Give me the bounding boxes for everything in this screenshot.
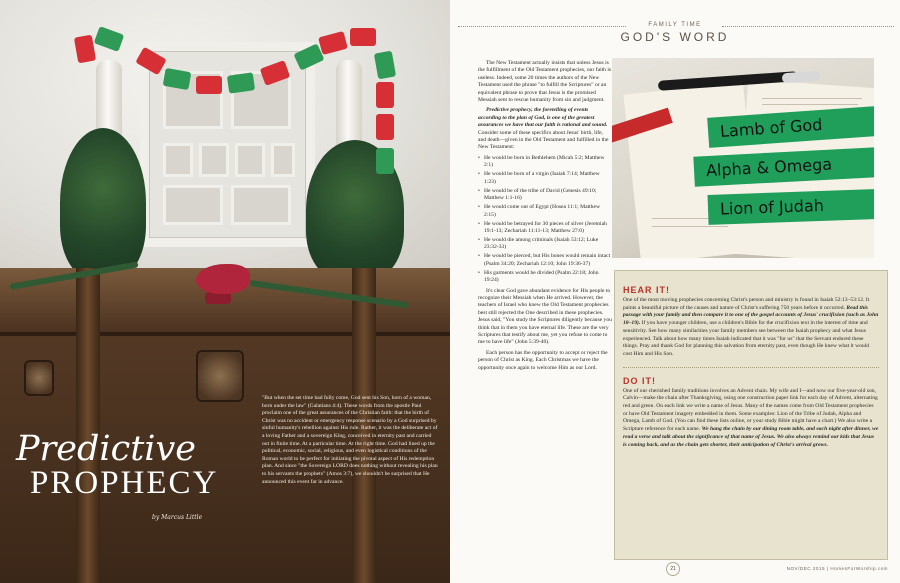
- list-item: • He would be of the tribe of David (Genesis 49:10; Matthew 1:1-16): [478, 188, 612, 203]
- feature-title-script: Predictive: [16, 429, 196, 469]
- list-item: • He would be betrayed for 30 pieces of silver (Jeremiah 19:1-13; Zechariah 11:11-13; Matthew 27:0): [478, 221, 612, 236]
- do-it-text: [615, 386, 887, 450]
- article-paragraph: It's clear God gave abundant evidence for His people to recognize their Messiah when He arrived. However, the teachers of Israel who knew the Old Testament prophecies best still rejected the One described in these prophecies. Jesus said, "You study the Scriptures diligently because you think that in them you have eternal life. These are the very Scriptures that testify about me, yet you refuse to come to me to have life" (John 5:39-40).: [478, 287, 612, 346]
- bible-text-line: [652, 226, 728, 227]
- trunk-latch: [24, 360, 54, 396]
- hear-it-emphasis: Read this passage with your family and then compare it to one of the gospel accounts of Jesus' crucifixion (such as John 18–19).: [623, 304, 879, 327]
- feature-title-caps: PROPHECY: [30, 465, 219, 501]
- hear-it-text-part: If you have younger children, use a children's Bible for the crucifixion text in the interest of time and sensitivity. See how many similarities your family members see between the Isaiah prophecy and what Jesus experienced. Talk about how many times Isaiah indicated that it was "for us" that the Servant endured these things. Pray and thank God for planning this salvation from eternity past, even though He knew what it would cost Him and His Son.: [623, 320, 870, 357]
- paper-chain-link: [376, 148, 394, 174]
- window-pane: [163, 185, 223, 225]
- list-item: • He would be pierced, but His bones would remain intact (Psalm 34:20; Zechariah 12:10; John 19:36-37): [478, 253, 612, 268]
- trunk-strap: [76, 268, 100, 583]
- article-paragraph: [478, 107, 612, 151]
- paper-chain-link: [376, 114, 394, 140]
- article-page: [450, 0, 900, 583]
- prophecy-list: [478, 155, 612, 285]
- hear-it-text-part: One of the most moving prophecies concerning Christ's person and ministry is found in Isaiah 52:13–53:12. It paints a beautiful picture of the causes and nature of Christ's suffering 750 years before it occurred.: [623, 297, 870, 311]
- do-it-emphasis: We hang the chain by our dining room table, and each night after dinner, we read a verse and talk about the significance of that name of Jesus. We also always remind our kids that Jesus is coming back, and as the chain gets shorter, their anticipation of Christ's arrival grows.: [623, 426, 879, 448]
- list-item: • He would come out of Egypt (Hosea 11:1; Matthew 2:15): [478, 204, 612, 219]
- article-text: Consider some of these specifics about Jesus' birth, life, and death—given in the Old Testament and fulfilled in the New Testament:: [478, 129, 609, 151]
- feature-intro-text: "But when the set time had fully come, God sent his Son, born of a woman, born under the law" (Galatians 4:4). These words from the apostle Paul proclaim one of the great assurances of the Christian faith: that the birth of Christ was no accident or emergency response scenario by a God surprised by sinful humanity's rebellion against His rule. Rather, it was the deliberate act of a loving Father and a sovereign King, conceived in eternity past and carried out in finite time. At a particular time. At the right time. God had lined up the political, economic, social, religious, and even logistical conditions of the Roman world to be perfect for initiating the pivotal aspect of His redemption plan. And since "the Sovereign LORD does nothing without revealing his plan to his servants the prophets" (Amos 3:7), we shouldn't be surprised that He announced this event far in advance.: [262, 395, 438, 485]
- list-item: • He would die among criminals (Isaiah 53:12; Luke 23:32-33): [478, 237, 612, 252]
- list-item: • He would be born of a virgin (Isaiah 7:14; Matthew 1:23): [478, 171, 612, 186]
- page-number: 21: [666, 562, 680, 576]
- hear-it-text: [615, 295, 887, 359]
- window-pane: [199, 143, 229, 177]
- paper-strip-alpha-omega: Alpha & Omega: [693, 147, 874, 186]
- article-emphasis: Predictive prophecy, the foretelling of events according to the plan of God, is one of the greatest assurances we have that our faith is rational and sound.: [478, 107, 608, 129]
- article-paragraph: The New Testament actually insists that unless Jesus is the fulfillment of the Old Testament prophecies, our faith is useless. Indeed, some 20 times the authors of the New Testament used the phrase "to fulfill the Scriptures" or an equivalent phrase to prove that Jesus is the promised Messiah sent to rescue humanity from sin and judgment.: [478, 60, 612, 104]
- article-paragraph: Each person has the opportunity to accept or reject the person of Christ as King. Each Christmas we have the opportunity once again to welcome Him as our Lord.: [478, 349, 608, 371]
- evergreen-tree-left: [60, 128, 146, 278]
- list-item: • His garments would be divided (Psalm 22:18; John 19:24): [478, 270, 612, 285]
- trunk-latch: [196, 350, 244, 402]
- section-kicker: FAMILY TIME: [648, 22, 702, 28]
- paper-chain-link: [376, 82, 394, 108]
- activity-sidebar: [614, 270, 888, 560]
- window-pane: [231, 185, 291, 225]
- footer-issue-site: NOV/DEC 2015 | HomesForWorship.com: [786, 566, 888, 571]
- red-cardinal-figurine: [196, 264, 250, 294]
- marker-pen-cap: [782, 71, 821, 84]
- section-title: GOD'S WORD: [620, 30, 730, 44]
- paper-chain-link: [350, 28, 376, 46]
- window-pane: [271, 143, 295, 177]
- window-pane: [163, 143, 193, 177]
- list-item: • He would be born in Bethlehem (Micah 5:2; Matthew 2:1): [478, 155, 612, 170]
- paper-chain-link: [196, 76, 222, 94]
- do-it-text-part: One of our cherished family traditions involves an Advent chain. My wife and I—and now our five-year-old son, Calvin—make the chain after Thanksgiving, using one construction paper link for each day of Advent, alternating red and green. On each link we write a name of Jesus. Many of the names come from Old Testament prophecies or have Old Testament imagery embedded in them. Some examples: Lion of the Tribe of Judah, Alpha and Omega, Lamb of God. (You can find these lists online, or your study Bible might have a chart.) We also write a Scripture reference for each name.: [623, 387, 878, 433]
- paper-strip-lion-of-judah: Lion of Judah: [708, 189, 874, 225]
- paper-strip-lamb-of-god: Lamb of God: [707, 106, 874, 148]
- bible-text-line: [762, 104, 858, 105]
- article-main-column: [478, 60, 612, 375]
- feature-title: [16, 429, 226, 521]
- bible-strips-photo: [612, 58, 874, 258]
- window-pane: [235, 143, 265, 177]
- feature-byline: by Marcus Little: [152, 514, 203, 521]
- bible-text-line: [762, 98, 862, 99]
- do-it-heading: DO IT!: [623, 375, 656, 386]
- hear-it-heading: HEAR IT!: [623, 285, 670, 295]
- paper-chain-link: [227, 72, 255, 93]
